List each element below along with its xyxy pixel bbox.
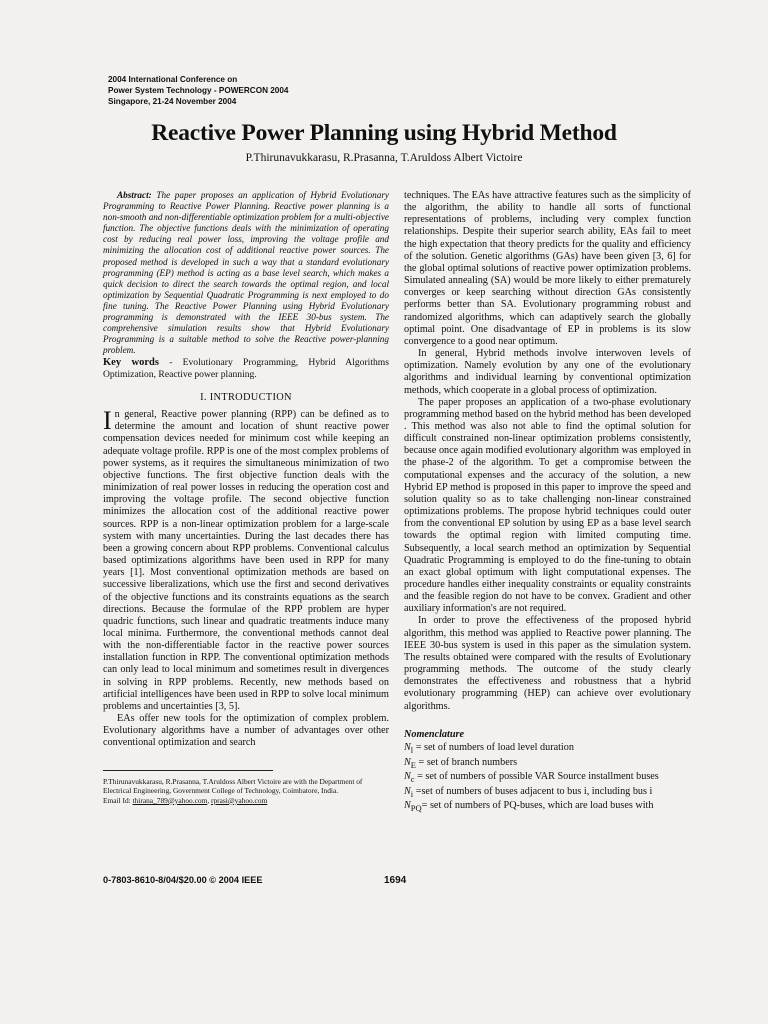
left-column	[103, 190, 389, 805]
nomenclature-item	[404, 800, 691, 815]
footnote-rule	[103, 770, 273, 771]
symbol-subscript: E	[410, 759, 416, 770]
keywords	[103, 357, 389, 380]
nomenclature-item	[404, 742, 691, 757]
conference-header	[108, 74, 288, 107]
abstract	[103, 190, 389, 356]
symbol: N	[404, 800, 411, 812]
symbol-subscript: c	[410, 774, 415, 785]
page-number: 1694	[384, 875, 407, 886]
symbol: N	[404, 785, 411, 797]
author-footnote	[103, 777, 389, 806]
body-paragraph: techniques. The EAs have attractive features such as the simplicity of the algorithm, the ability to handle all sorts of functional representations of problems, including very complex function relationships. Despite their superior search ability, EAs fail to meet the high expectation that theory predicts for the quality and efficiency of the solution. Genetic algorithms (GAs) have been given [3, 6] for the global optimal solutions of reactive power optimization problems. Simulated annealing (SA) would be more likely to either prematurely converges or keep searching without direction GAs consistently performs better than SA. Evolutionary programming robust and randomized algorithms, which can adaptively search the globally optimal point. One disadvantage of EP in problems is its slow convergence to a good near optimum.	[404, 190, 691, 347]
footnote-affiliation: P.Thirunavukkarasu, R.Prasanna, T.Aruldoss Albert Victoire are with the Department of Electrical Engineering, Government College of Technology, Coimbatore, India.	[103, 776, 363, 796]
section-heading-introduction: I. INTRODUCTION	[200, 392, 292, 403]
paper-authors: P.Thirunavukkarasu, R.Prasanna, T.Aruldoss Albert Victoire	[245, 152, 523, 164]
body-paragraph: In order to prove the effectiveness of the proposed hybrid algorithm, this method was applied to Reactive power planning. The IEEE 30-bus system is used in this paper as the simulation system. The results obtained were compared with the results of Evolutionary programming methods. The outcome of the study clearly demonstrates the effectiveness and robustness that a hybrid evolutionary programming (HEP) can achieve over evolutionary algorithms.	[404, 615, 691, 712]
definition: =set of numbers of buses adjacent to bus i, including bus i	[413, 785, 653, 797]
drop-cap: I	[103, 406, 112, 436]
symbol-subscript: i	[410, 788, 414, 799]
footnote-email-line	[103, 796, 389, 806]
copyright-line: 0-7803-8610-8/04/$20.00 © 2004 IEEE	[103, 875, 263, 885]
symbol: N	[404, 771, 411, 783]
symbol: N	[404, 756, 411, 768]
definition: = set of numbers of PQ-buses, which are load buses with	[421, 800, 654, 812]
nomenclature-item	[404, 786, 691, 801]
keywords-text: - Evolutionary Programming, Hybrid Algorithms Optimization, Reactive power planning.	[103, 357, 389, 380]
nomenclature-heading: Nomenclature	[404, 728, 464, 740]
nomenclature-item	[404, 771, 691, 786]
conference-line: Singapore, 21-24 November 2004	[108, 97, 237, 106]
paper-title: Reactive Power Planning using Hybrid Method	[151, 120, 617, 146]
symbol-subscript: PQ	[410, 803, 422, 814]
intro-paragraph	[103, 406, 389, 713]
abstract-label: Abstract:	[117, 190, 152, 200]
definition: = set of numbers of load level duration	[413, 741, 574, 753]
right-column	[404, 190, 691, 815]
conference-line: Power System Technology - POWERCON 2004	[108, 86, 289, 95]
email-label: Email Id:	[103, 795, 133, 805]
email-link-1[interactable]: thirana_789@yahoo.com	[132, 795, 208, 805]
body-paragraph: The paper proposes an application of a two-phase evolutionary programming method based on the hybrid method has been developed . This method was also not able to find the optimal solution for difficult constrained non-linear optimization problems consistently, because once again modified evolutionary algorithm was employed in the phase-2 of the algorithm. To get a compromise between the computational expenses and the accuracy of the solution, a new Hybrid EP method is proposed in this paper to improve the speed and solution quality so as to take challenging non-linear constrained optimizations problems. The propose hybrid techniques could outer from the conventional EP solution by using EP as a base level search towards the optimal region with limited computing time. Subsequently, a local search method an optimization by Sequential Quadratic Programming is employed to do the fine-tuning to obtain an exact global optimum with light computational expenses. The procedure handles either inequality constraints or equality constraints and the feasible region do not have to be convex. Gradient and other auxiliary information's are not required.	[404, 396, 691, 615]
symbol: N	[404, 741, 411, 753]
definition: = set of numbers of possible VAR Source installment buses	[414, 771, 659, 783]
symbol-subscript: l	[410, 744, 414, 755]
nomenclature-item	[404, 757, 691, 772]
nomenclature-list	[404, 742, 691, 815]
keywords-label: Key words	[103, 357, 159, 369]
definition: = set of branch numbers	[416, 756, 518, 768]
body-paragraph: In general, Hybrid methods involve interwoven levels of optimization. Namely evolution by any one of the evolutionary algorithms and individual learning by conventional optimization methods, which cooperate in a global process of optimization.	[404, 348, 691, 396]
abstract-text: The paper proposes an application of Hybrid Evolutionary Programming to Reactive Power Planning. Reactive power planning is a non-smooth and non-differentiable optimization problem for a multi-objective function. The objective functions deals with the minimization of operating cost by reducing real power loss, improving the voltage profile and minimizing the allocation cost of additional reactive power sources. The proposed method is developed in such a way that a standard evolutionary programming (EP) method is acting as a base level search, which makes a quick decision to direct the search towards the optimal region, and local optimization by Sequential Quadratic Programming is next employed to do fine tuning. The Reactive Power Planning using Hybrid Evolutionary programming is demonstrated with the IEEE 30-bus system. The comprehensive simulation results show that Hybrid Evolutionary Programming is a suitable method to solve the Reactive power-planning problem.	[103, 190, 389, 356]
intro-paragraph-2: EAs offer new tools for the optimization of complex problem. Evolutionary algorithms have a number of advantages over other conventional optimization and search	[103, 713, 389, 749]
email-link-2[interactable]: rprasi@yahoo.com	[211, 795, 268, 805]
conference-line: 2004 International Conference on	[108, 75, 238, 84]
email-separator: ,	[207, 795, 212, 805]
intro-paragraph-text: n general, Reactive power planning (RPP) can be defined as to determine the amount and location of shunt reactive power compensation devices needed for minimum cost while keeping an adequate voltage profile. RPP is one of the most complex problems of power systems, as it requires the simultaneous minimization of two objective functions. The first objective function deals with the minimization of real power losses in reducing the operation cost and improving the voltage profile. The second objective function minimizes the allocation cost of the additional reactive power sources. RPP is a non-linear optimization problem for a large-scale system with many uncertainties. During the last decades there has been a growing concern about RPP problems. Conventional calculus based optimizations algorithms have been used in RPP for many years [1]. Most conventional optimization methods are based on successive liberalizations, which use the first and second derivatives of the objective functions and its constraints equations as the search directions. Because the formulae of the RPP problem are hyper quadric functions, such linear and quadratic treatments induce many local minima. Furthermore, the conventional methods cannot deal with the non-differentiable factor in the reactive power sources installation function in RPP. The conventional optimization methods can only lead to local minimum and sometimes result in divergences in solving in RPP problems. Recently, new methods based on artificial intelligences have been used in RPP to solve local minimum problems and uncertainties [3, 5].	[103, 409, 389, 712]
